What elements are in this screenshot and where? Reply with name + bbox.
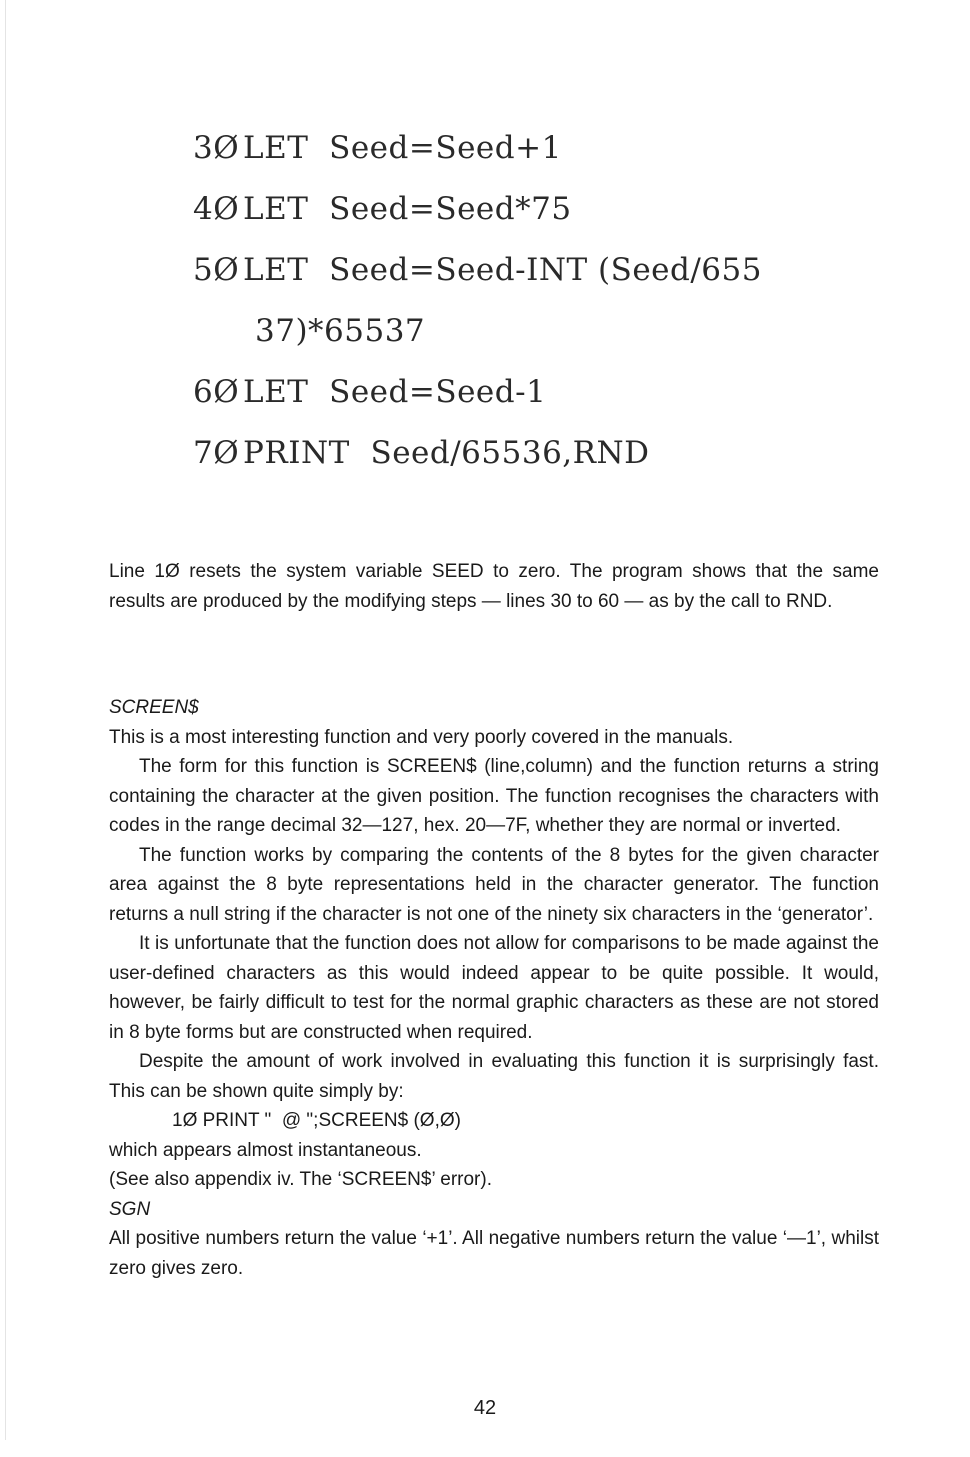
code-line-60 (193, 362, 762, 423)
screens-paragraph-7: (See also appendix iv. The ‘SCREEN$’ error). (109, 1169, 492, 1190)
screens-section (109, 693, 879, 1283)
line-number: 4Ø (193, 191, 240, 227)
code-text: LET Seed=Seed-1 (243, 374, 547, 410)
screens-paragraph-6: which appears almost instantaneous. (109, 1139, 422, 1161)
screens-paragraph-4: It is unfortunate that the function does not allow for comparisons to be made against the user-defined characters as this would indeed appear to be quite possible. It would, however, be fairly difficult to test for the normal graphic characters as these are not stored in 8 byte forms but are constructed when required. (109, 933, 879, 1043)
code-line-70 (193, 423, 762, 484)
code-line-50 (193, 240, 762, 301)
intro-text-block (109, 557, 879, 616)
intro-paragraph: Line 1Ø resets the system variable SEED to zero. The program shows that the same results are produced by the modifying steps — lines 30 to 60 — as by the call to RND. (109, 561, 879, 612)
screens-paragraph-1: This is a most interesting function and very poorly covered in the manuals. (109, 726, 734, 748)
code-text: LET Seed=Seed-INT (Seed/655 (243, 252, 762, 288)
code-line-50-continuation (193, 301, 762, 362)
code-line-30 (193, 118, 762, 179)
code-line-40 (193, 179, 762, 240)
screens-paragraph-2: The form for this function is SCREEN$ (line,column) and the function returns a string containing the character at the given position. The function recognises the characters with codes in the range decimal 32—127, hex. 20—7F, whether they are normal or inverted. (109, 756, 879, 836)
basic-code-listing (193, 118, 762, 484)
code-text: PRINT Seed/65536,RND (243, 435, 650, 471)
line-number: 6Ø (193, 374, 240, 410)
sgn-heading: SGN (109, 1198, 151, 1220)
sgn-paragraph-1: All positive numbers return the value ‘+1’. All negative numbers return the value ‘—1’, whilst zero gives zero. (109, 1228, 879, 1279)
code-text: LET Seed=Seed*75 (243, 191, 572, 227)
line-number: 3Ø (193, 130, 240, 166)
scan-edge-line (5, 0, 6, 1440)
screens-heading: SCREEN$ (109, 697, 199, 718)
screens-code-example: 1Ø PRINT " @ ";SCREEN$ (Ø,Ø) (172, 1110, 461, 1131)
code-text: 37)*65537 (255, 313, 426, 349)
line-number: 7Ø (193, 435, 240, 471)
line-number: 5Ø (193, 252, 240, 288)
screens-paragraph-5: Despite the amount of work involved in evaluating this function it is surprisingly fast. This can be shown quite simply by: (109, 1051, 879, 1102)
screens-paragraph-3: The function works by comparing the contents of the 8 bytes for the given character area against the 8 byte representations held in the character generator. The function returns a null string if the character is not one of the ninety six characters in the ‘generator’. (109, 844, 879, 925)
code-text: LET Seed=Seed+1 (243, 130, 562, 166)
page-number: 42 (473, 1397, 497, 1419)
